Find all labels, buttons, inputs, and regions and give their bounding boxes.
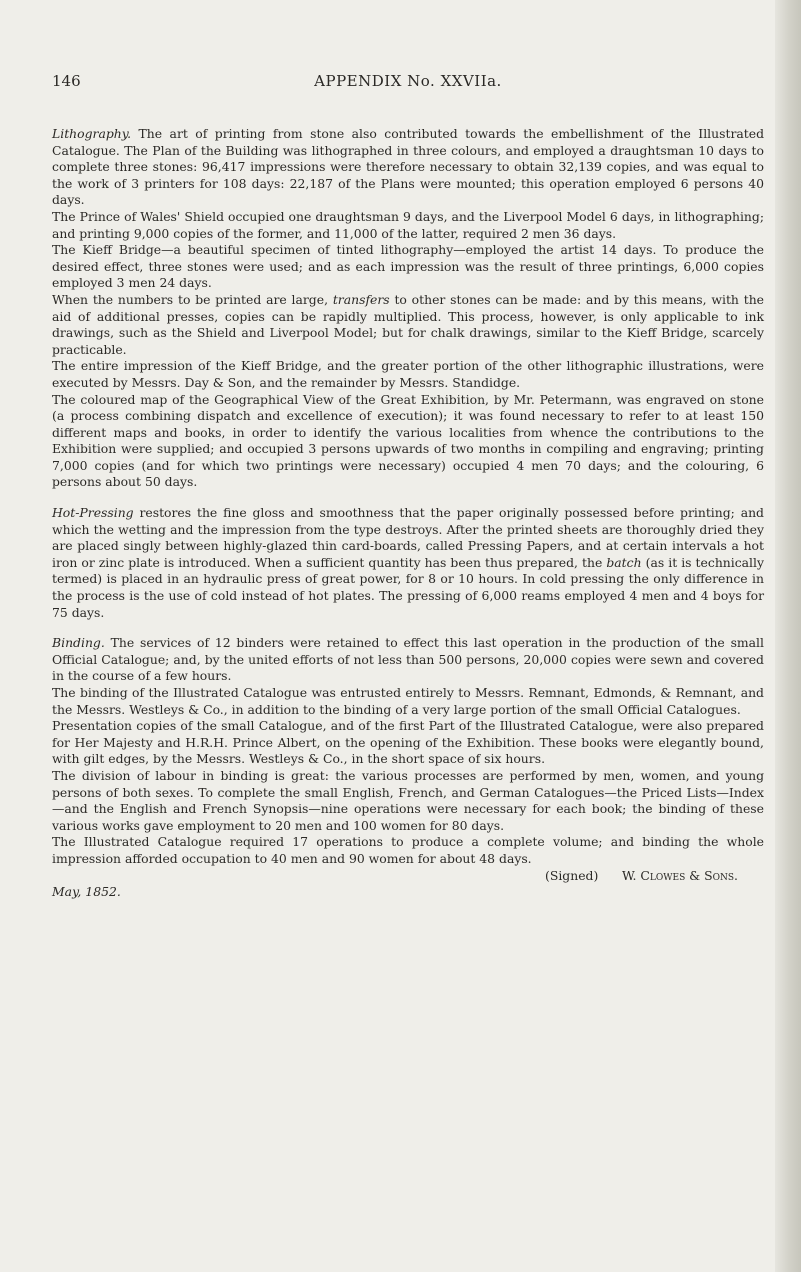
paragraph-binding-1: Binding. The services of 12 binders were retained to effect this last operation in the production of the small Official Catalogue; and, by the united efforts of not less than 500 persons, 20,000 copies were sewn and covered in the course of a few hours. <box>52 635 764 684</box>
paragraph-lithography-2: The Prince of Wales' Shield occupied one draughtsman 9 days, and the Liverpool Model 6 days, in lithographing; and printing 9,000 copies of the former, and 11,000 of the latter, required 2 men 36 days. <box>52 208 764 241</box>
page-number: 146 <box>52 72 81 90</box>
signature-line <box>52 868 764 885</box>
running-head: APPENDIX No. XXVIIa. <box>314 72 502 90</box>
section-heading-lithography: Lithography. <box>52 126 132 141</box>
signed-label: (Signed) <box>545 867 599 883</box>
paragraph-hot-pressing: Hot-Pressing restores the fine gloss and smoothness that the paper originally possessed before printing; and which the wetting and the impression from the type destroys. After the printed sheets are thoroughly dried they are placed singly between highly-glazed thin card-boards, called Pressing Papers, and at certain intervals a hot iron or zinc plate is introduced. When a sufficient quantity has been thus prepared, the batch (as it is technically termed) is placed in an hydraulic press of great power, for 8 or 10 hours. In cold pressing the only difference in the process is the use of cold instead of hot plates. The pressing of 6,000 reams employed 4 men and 4 boys for 75 days. <box>52 505 764 620</box>
paragraph-lithography-1: Lithography. The art of printing from stone also contributed towards the embellishment of the Illustrated Catalogue. The Plan of the Building was lithographed in three colours, and employed a draughtsman 10 days to complete three stones: 96,417 impressions were therefore necessary to obtain 32,139 copies, and was equal to the work of 3 printers for 108 days: 22,187 of the Plans were mounted; this operation employed 6 persons 40 days. <box>52 126 764 208</box>
paragraph-binding-4: The division of labour in binding is great: the various processes are performed by men, women, and young persons of both sexes. To complete the small English, French, and German Catalogues—the Priced Lists—Index—and the English and French Synopsis—nine operations were necessary for each book; the binding of these various works gave employment to 20 men and 100 women for 80 days. <box>52 767 764 833</box>
page-header <box>52 72 764 94</box>
signatory-name: Clowes & Sons. <box>640 867 738 883</box>
paragraph-binding-3: Presentation copies of the small Catalogue, and of the first Part of the Illustrated Catalogue, were also prepared for Her Majesty and H.R.H. Prince Albert, on the opening of the Exhibition. These books were elegantly bound, with gilt edges, by the Messrs. Westleys & Co., in the short space of six hours. <box>52 718 764 767</box>
paragraph-binding-5: The Illustrated Catalogue required 17 operations to produce a complete volume; and binding the whole impression afforded occupation to 40 men and 90 women for about 48 days. <box>52 834 764 866</box>
date-line: May, 1852. <box>52 884 121 900</box>
page-edge-shadow <box>775 0 801 1272</box>
section-heading-binding: Binding. <box>52 635 105 651</box>
signatory-initial: W. <box>621 867 637 883</box>
document-page <box>52 72 764 901</box>
paragraph-lithography-5: The entire impression of the Kieff Bridge, and the greater portion of the other lithographic illustrations, were executed by Messrs. Day & Son, and the remainder by Messrs. Standidge. <box>52 358 764 390</box>
paragraph-lithography-6: The coloured map of the Geographical View of the Great Exhibition, by Mr. Petermann, was engraved on stone (a process combining dispatch and excellence of execution); it was found necessary to refer to at least 150 different maps and books, in order to identify the various localities from whence the contributions to the Exhibition were supplied; and occupied 3 persons upwards of two months in compiling and engraving; printing 7,000 copies (and for which two printings were necessary) occupied 4 men 70 days; and the colouring, 6 persons about 50 days. <box>52 391 764 490</box>
section-heading-hot-pressing: Hot-Pressing <box>52 505 134 521</box>
paragraph-lithography-3: The Kieff Bridge—a beautiful specimen of tinted lithography—employed the artist 14 days. To produce the desired effect, three stones were used; and as each impression was the result of three printings, 6,000 copies employed 3 men 24 days. <box>52 242 764 291</box>
body-text <box>52 126 764 901</box>
paragraph-lithography-4: When the numbers to be printed are large, transfers to other stones can be made: and by this means, with the aid of additional presses, copies can be rapidly multiplied. This process, however, is only applicable to ink drawings, such as the Shield and Liverpool Model; but for chalk drawings, similar to the Kieff Bridge, scarcely practicable. <box>52 291 765 357</box>
paragraph-binding-2: The binding of the Illustrated Catalogue was entrusted entirely to Messrs. Remnant, Edmonds, & Remnant, and the Messrs. Westleys & Co., in addition to the binding of a very large portion of the small Official Catalogues. <box>52 685 764 717</box>
